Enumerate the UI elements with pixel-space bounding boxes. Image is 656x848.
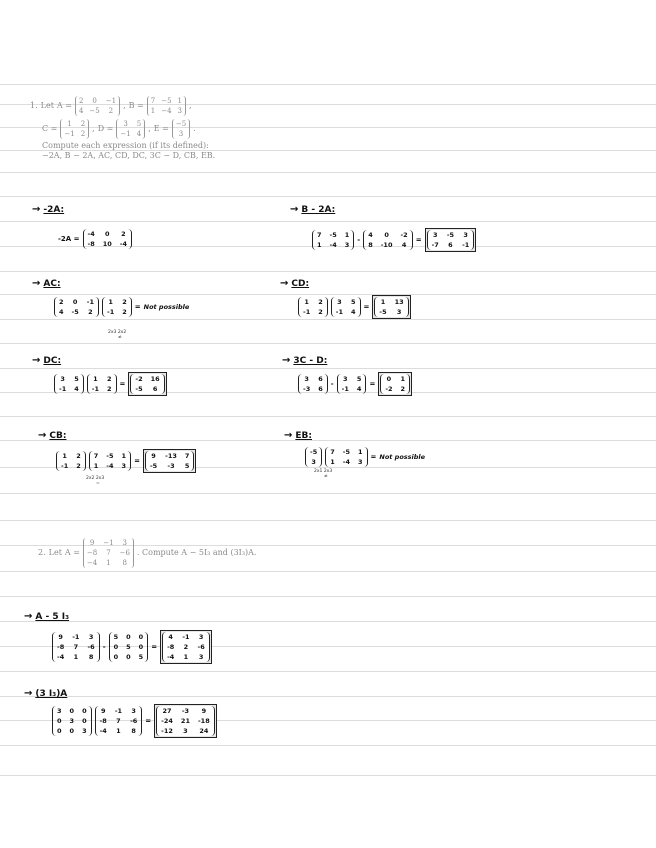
matrix-cell: 0 [82, 717, 87, 725]
matrix-cell: 6 [152, 385, 158, 393]
matrix-cell: -13 [165, 452, 177, 460]
matrix-cell: 2 [400, 385, 406, 393]
matrix-cell: 1 [330, 458, 335, 466]
matrix-cell: 9 [89, 539, 95, 547]
matrix-cell: -6 [197, 643, 205, 651]
matrix-cell: -5 [149, 462, 158, 470]
matrix-cell: 1 [317, 241, 322, 249]
matrix-cell: 2 [76, 452, 81, 460]
matrix-cell: 3 [344, 241, 350, 249]
matrix-cell: 1 [108, 298, 113, 306]
matrix-cell: 1 [121, 452, 127, 460]
matrix-cell: 9 [151, 452, 156, 460]
matrix-cell: -5 [329, 231, 337, 239]
matrix-cell: 8 [88, 653, 94, 661]
result-matrix [156, 706, 215, 736]
ruled-line [0, 84, 656, 85]
matrix-cell: 27 [162, 707, 172, 715]
ruled-line [0, 368, 656, 369]
matrix-cell: 3 [311, 458, 316, 466]
matrix-cell: -5 [310, 448, 318, 456]
matrix-cell: -5 [106, 452, 114, 460]
work-cb: 1 2 -1 2 7 -5 1 1 -4 3 = 9 -13 7 -5 -3 5 [56, 449, 196, 473]
matrix-cell: -1 [107, 308, 115, 316]
matrix-C [87, 374, 117, 394]
work-eb: -5 3 7 -5 1 1 -4 3 = Not possible [305, 447, 425, 467]
work-dc: 3 5 -1 4 1 2 -1 2 = -2 16 -5 6 [54, 372, 167, 396]
matrix-cell: 21 [180, 717, 190, 725]
matrix-cell: 3 [198, 653, 204, 661]
matrix-cell: 2 [183, 643, 189, 651]
matrix-cell: 1 [62, 452, 67, 460]
matrix-cell: 7 [184, 452, 190, 460]
ruled-line [0, 596, 656, 597]
matrix-cell: 7 [73, 643, 79, 651]
matrix-cell: 7 [106, 549, 111, 557]
matrix-cell: 0 [82, 707, 87, 715]
matrix-D [337, 374, 367, 394]
matrix-cell: 3 [337, 298, 342, 306]
heading-ac: → AC: [32, 278, 61, 289]
matrix-cell: 1 [93, 375, 98, 383]
work-3c-minus-d: 3 6 -3 6 - 3 5 -1 4 = 0 1 -2 2 [298, 372, 412, 396]
matrix-cell: 2 [318, 298, 323, 306]
ruled-line [0, 621, 656, 622]
matrix-B [89, 451, 131, 471]
answer-box [378, 372, 412, 396]
ruled-line [0, 745, 656, 746]
matrix-cell: -7 [431, 241, 439, 249]
matrix-cell: -5 [342, 448, 350, 456]
matrix-cell: 1 [73, 653, 79, 661]
matrix-cell: -1 [86, 298, 94, 306]
matrix-cell: 7 [317, 231, 322, 239]
matrix-cell: 3 [463, 231, 468, 239]
matrix-cell: 1 [150, 107, 156, 115]
matrix-cell: -4 [119, 240, 128, 248]
matrix-cell: -3 [167, 462, 175, 470]
matrix-cell: -5 [379, 308, 387, 316]
matrix-cell: 9 [100, 707, 106, 715]
matrix-D [54, 374, 84, 394]
matrix-cell: 4 [368, 231, 373, 239]
matrix-cell: −6 [119, 549, 130, 557]
matrix-A [95, 706, 143, 736]
matrix-cell: 7 [330, 448, 335, 456]
matrix-cell: 1 [93, 462, 99, 470]
matrix-cell: 0 [126, 633, 131, 641]
matrix-cell: 2 [108, 107, 114, 115]
matrix-cell: -1 [59, 385, 67, 393]
matrix-B [312, 230, 354, 250]
matrix-cell: -1 [303, 308, 311, 316]
matrix-cell: 4 [78, 107, 84, 115]
matrix-cell: 16 [150, 375, 160, 383]
heading-3c-minus-d: → 3C - D: [282, 355, 328, 366]
matrix-cell: 2 [88, 308, 93, 316]
matrix-cell: -2 [385, 385, 393, 393]
matrix-3I3 [52, 706, 92, 736]
matrix-cell: 6 [318, 385, 323, 393]
matrix-cell: 1 [177, 97, 182, 105]
heading-eb: → EB: [284, 430, 312, 441]
matrix-cell: -5 [71, 308, 79, 316]
matrix-cell: 3 [69, 717, 75, 725]
answer-box [143, 449, 197, 473]
result-matrix [130, 374, 164, 394]
matrix-cell: 3 [304, 375, 309, 383]
matrix-2A [363, 230, 413, 250]
matrix-cell: -4 [329, 241, 337, 249]
matrix-cell: -4 [99, 727, 107, 735]
problem-1: 1. Let A = 2 0 −1 4 −5 2 , B = 7 −5 1 1 −4 3 , C = 1 2 −1 2 , D = 3 5 −1 4 , E = −5 3 . Compute each expression (if its defined): −2A, B − 2A, AC, CD, DC, 3C − D, CB, EB. [30, 96, 270, 161]
matrix-cell: -4 [167, 653, 175, 661]
ruled-line [0, 221, 656, 222]
matrix-cell: −1 [105, 97, 117, 105]
matrix-cell: 3 [123, 120, 128, 128]
problem-2-matrix-A [83, 538, 134, 568]
matrix-cell: -18 [197, 717, 210, 725]
matrix-cell: 5 [136, 120, 142, 128]
matrix-cell: 0 [126, 653, 131, 661]
matrix-cell: 5 [126, 643, 131, 651]
matrix-cell: 3 [177, 107, 182, 115]
matrix-cell: -1 [72, 633, 80, 641]
matrix-cell: -1 [61, 462, 69, 470]
matrix-cell: 8 [131, 727, 136, 735]
result-matrix [380, 374, 410, 394]
matrix-cell: 3 [396, 308, 402, 316]
matrix-cell: −1 [103, 539, 114, 547]
matrix-cell: 2 [80, 120, 86, 128]
matrix-cell: 24 [199, 727, 209, 735]
matrix-cell: 1 [344, 231, 350, 239]
problem-1-matrix-A [75, 96, 120, 116]
ruled-line [0, 440, 656, 441]
matrix-cell: 4 [59, 308, 64, 316]
matrix-cell: −4 [86, 559, 98, 567]
matrix-cell: 3 [131, 707, 136, 715]
answer-box [372, 295, 410, 319]
matrix-cell: -2 [400, 231, 408, 239]
heading-3i3-a: → (3 I₃)A [24, 688, 68, 699]
matrix-cell: -8 [57, 643, 65, 651]
ruled-line [0, 520, 656, 521]
heading-neg2a: → -2A: [32, 204, 65, 215]
ruled-line [0, 343, 656, 344]
matrix-cell: -3 [181, 707, 190, 715]
matrix-cell: -1 [462, 241, 470, 249]
problem-1-matrix-D [116, 119, 145, 139]
matrix-cell: 1 [106, 559, 111, 567]
problem-2: 2. Let A = 9 −1 3 −8 7 −6 −4 1 8 . Compute A − 5I₃ and (3I₃)A. [38, 539, 257, 567]
matrix-C [56, 451, 86, 471]
ruled-line [0, 493, 656, 494]
matrix-E [305, 447, 322, 467]
matrix-cell: 2 [59, 298, 64, 306]
matrix-cell: 2 [107, 375, 112, 383]
matrix-5I3 [109, 632, 149, 662]
matrix-cell: 3 [358, 458, 363, 466]
work-b-minus-2a: 7 -5 1 1 -4 3 - 4 0 -2 8 -10 4 = 3 -5 3 -7 6 -1 [312, 228, 476, 252]
matrix-cell: 3 [183, 727, 188, 735]
answer-box [425, 228, 477, 252]
matrix-cell: 3 [343, 375, 348, 383]
problem-1-matrix-C [60, 119, 89, 139]
matrix-A [52, 632, 100, 662]
ruled-line [0, 271, 656, 272]
matrix-cell: 0 [104, 230, 110, 238]
work-a-minus-5i3: 9 -1 3 -8 7 -6 -4 1 8 - 5 0 0 0 5 0 0 0 5 = 4 -1 3 -8 2 -6 -4 1 3 [52, 630, 212, 664]
ruled-line [0, 172, 656, 173]
matrix-cell: 4 [74, 385, 79, 393]
matrix-cell: -4 [106, 462, 114, 470]
matrix-cell: 3 [60, 375, 65, 383]
matrix-cell: -4 [342, 458, 350, 466]
matrix-cell: -8 [87, 240, 95, 248]
problem-1-number: 1. [30, 101, 38, 110]
heading-cb: → CB: [38, 430, 67, 441]
dims-ac: 2x3 2x2 ≠ [108, 330, 127, 340]
matrix-cell: −1 [120, 130, 131, 138]
not-possible-note: Not possible [379, 453, 426, 461]
matrix-cell: 1 [400, 375, 406, 383]
matrix-cell: 7 [116, 717, 121, 725]
matrix-cell: 9 [58, 633, 63, 641]
matrix-cell: 3 [122, 539, 127, 547]
problem-1-instruction: Compute each expression (if its defined): [42, 141, 209, 150]
matrix-D [331, 297, 361, 317]
matrix-cell: 1 [116, 727, 121, 735]
matrix-cell: 3 [82, 727, 87, 735]
matrix-3C [298, 374, 328, 394]
matrix-cell: -4 [57, 653, 65, 661]
matrix-cell: -1 [182, 633, 190, 641]
matrix-cell: 7 [93, 452, 99, 460]
matrix-cell: 0 [72, 298, 78, 306]
ruled-line [0, 571, 656, 572]
matrix-cell: -1 [114, 707, 123, 715]
matrix-B [325, 447, 367, 467]
work-neg2a: -2A = -4 0 2 -8 10 -4 [58, 229, 132, 249]
matrix-C [298, 297, 328, 317]
matrix-cell: 2 [76, 462, 81, 470]
matrix-cell: -4 [87, 230, 95, 238]
matrix-cell: -2 [135, 375, 143, 383]
matrix-cell: −5 [161, 97, 172, 105]
ruled-line [0, 319, 656, 320]
answer-box [160, 630, 212, 664]
result-matrix [162, 632, 210, 662]
matrix-cell: 2 [122, 308, 127, 316]
dims-cb: 2x2 2x3 = [86, 476, 105, 486]
matrix-cell: 0 [57, 727, 62, 735]
matrix-cell: −5 [89, 107, 100, 115]
problem-1-list: −2A, B − 2A, AC, CD, DC, 3C − D, CB, EB. [42, 151, 216, 160]
matrix-cell: −4 [161, 107, 172, 115]
matrix-cell: 3 [432, 231, 438, 239]
matrix-cell: 2 [121, 230, 126, 238]
answer-box [154, 704, 217, 738]
matrix-cell: -3 [303, 385, 311, 393]
matrix-cell: -12 [161, 727, 173, 735]
matrix-cell: 0 [138, 643, 144, 651]
matrix-cell: 3 [121, 462, 127, 470]
matrix-cell: 0 [384, 231, 389, 239]
matrix-cell: −1 [64, 130, 75, 138]
problem-1-matrix-B [147, 96, 186, 116]
ruled-line [0, 671, 656, 672]
matrix-cell: -1 [335, 308, 343, 316]
matrix-C [102, 297, 132, 317]
matrix-cell: 0 [113, 653, 119, 661]
matrix-cell: 0 [113, 643, 119, 651]
matrix-cell: 0 [92, 97, 97, 105]
matrix-cell: -6 [130, 717, 138, 725]
not-possible-note: Not possible [143, 303, 190, 311]
matrix-cell: −8 [86, 549, 98, 557]
matrix-cell: 3 [57, 707, 62, 715]
matrix-cell: 1 [183, 653, 189, 661]
matrix-cell: 5 [113, 633, 119, 641]
matrix-cell: 3 [198, 633, 204, 641]
matrix-cell: 4 [401, 241, 407, 249]
matrix-cell: 5 [138, 653, 144, 661]
matrix-cell: 4 [356, 385, 362, 393]
matrix-cell: 2 [318, 308, 323, 316]
matrix-cell: -8 [167, 643, 175, 651]
problem-2-number: 2. [38, 548, 46, 557]
matrix-cell: 3 [178, 130, 184, 138]
matrix-cell: 1 [67, 120, 72, 128]
matrix-cell: 0 [69, 707, 75, 715]
matrix-cell: −5 [175, 120, 187, 128]
matrix-cell: 1 [358, 448, 363, 456]
work-ac: 2 0 -1 4 -5 2 1 2 -1 2 = Not possible [54, 297, 189, 317]
matrix-cell: 5 [74, 375, 79, 383]
matrix-cell: 7 [150, 97, 156, 105]
ruled-line [0, 696, 656, 697]
matrix-cell: 2 [80, 130, 86, 138]
heading-a-minus-5i3: → A - 5 I₃ [24, 611, 70, 622]
matrix-cell: 0 [138, 633, 144, 641]
matrix-cell: 2 [122, 298, 127, 306]
dims-eb: 2x1 2x3 ≠ [314, 469, 333, 479]
result-matrix [83, 229, 133, 249]
matrix-cell: 1 [380, 298, 386, 306]
matrix-cell: 5 [184, 462, 190, 470]
matrix-cell: -5 [446, 231, 455, 239]
matrix-cell: 4 [168, 633, 173, 641]
matrix-cell: 6 [448, 241, 453, 249]
matrix-cell: -1 [91, 385, 99, 393]
heading-cd: → CD: [280, 278, 310, 289]
matrix-cell: 5 [351, 298, 356, 306]
matrix-cell: -10 [380, 241, 393, 249]
work-3i3-a: 3 0 0 0 3 0 0 0 3 9 -1 3 -8 7 -6 -4 1 8 = 27 -3 9 -24 21 -18 -12 3 24 [52, 704, 217, 738]
problem-1-matrix-E [172, 119, 190, 139]
matrix-cell: 6 [318, 375, 323, 383]
matrix-cell: 5 [356, 375, 362, 383]
answer-box [128, 372, 166, 396]
matrix-cell: 9 [201, 707, 207, 715]
matrix-cell: -5 [135, 385, 143, 393]
heading-b-minus-2a: → B - 2A: [290, 204, 336, 215]
ruled-line [0, 775, 656, 776]
result-matrix [374, 297, 408, 317]
matrix-cell: 0 [69, 727, 75, 735]
matrix-cell: -24 [161, 717, 173, 725]
matrix-cell: 4 [351, 308, 356, 316]
matrix-cell: 1 [304, 298, 309, 306]
matrix-cell: 8 [122, 559, 127, 567]
matrix-cell: 10 [102, 240, 112, 248]
matrix-cell: 13 [394, 298, 404, 306]
matrix-cell: 8 [368, 241, 373, 249]
heading-dc: → DC: [32, 355, 62, 366]
matrix-cell: 2 [78, 97, 84, 105]
problem-2-text: . Compute A − 5I₃ and (3I₃)A. [136, 548, 257, 557]
result-matrix [427, 230, 475, 250]
matrix-cell: -6 [87, 643, 95, 651]
ruled-line [0, 416, 656, 417]
result-matrix [145, 451, 195, 471]
matrix-cell: -8 [99, 717, 107, 725]
matrix-cell: -1 [341, 385, 349, 393]
matrix-cell: 4 [136, 130, 142, 138]
matrix-cell: 2 [107, 385, 112, 393]
matrix-cell: 0 [57, 717, 62, 725]
work-cd: 1 2 -1 2 3 5 -1 4 = 1 13 -5 3 [298, 295, 411, 319]
matrix-cell: 3 [88, 633, 94, 641]
matrix-cell: 0 [386, 375, 392, 383]
ruled-line [0, 196, 656, 197]
matrix-A [54, 297, 99, 317]
